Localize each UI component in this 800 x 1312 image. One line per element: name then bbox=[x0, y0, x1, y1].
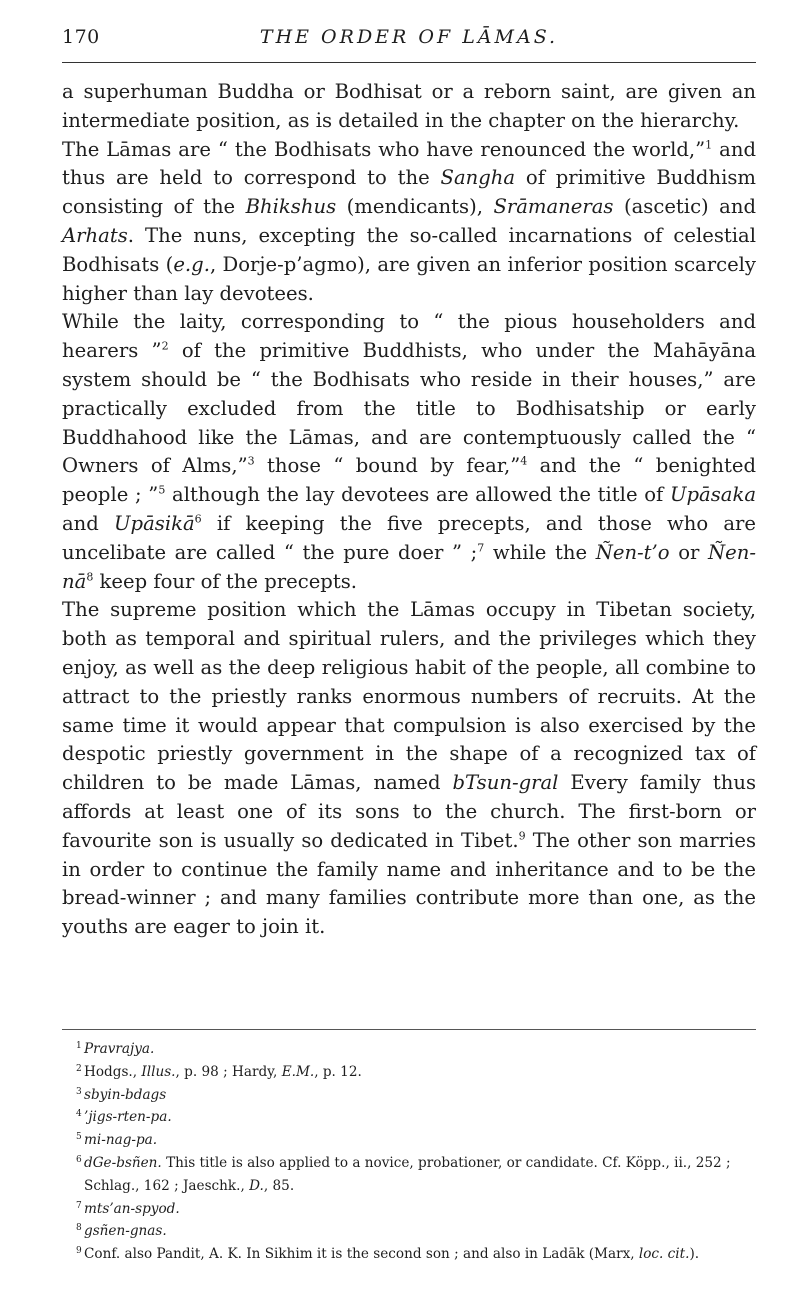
footnote-text: gsñen-gnas. bbox=[84, 1223, 167, 1240]
footnote-1 bbox=[62, 1038, 756, 1061]
footnote-text: This title is also applied to a novice, probationer, or candidate. Cf. Köpp., ii., 252 ; Schlag., 162 ; Jaeschk., bbox=[84, 1154, 731, 1194]
footnote-rule bbox=[62, 1029, 756, 1030]
body-text bbox=[62, 78, 756, 942]
footnote-ref-9[interactable]: 9 bbox=[518, 829, 526, 843]
footnote-mark: 9 bbox=[76, 1246, 82, 1257]
footnote-mark: 5 bbox=[76, 1132, 82, 1143]
footnote-text: ). bbox=[689, 1246, 700, 1263]
footnote-text: Hodgs., bbox=[84, 1063, 142, 1080]
footnote-text: Illus. bbox=[141, 1063, 176, 1080]
paragraph-1: a superhuman Buddha or Bodhisat or a reborn saint, are given an intermediate position, as is detailed in the chapter on the hierarchy. bbox=[62, 80, 756, 132]
footnote-mark: 8 bbox=[76, 1223, 82, 1234]
footnote-text: loc. cit. bbox=[638, 1246, 690, 1263]
footnote-mark: 4 bbox=[76, 1109, 82, 1120]
footnote-text: , p. 98 ; Hardy, bbox=[175, 1063, 282, 1080]
footnote-ref-6[interactable]: 6 bbox=[194, 512, 202, 526]
footnote-6 bbox=[62, 1152, 756, 1198]
running-title: THE ORDER OF LĀMAS. bbox=[259, 26, 559, 48]
footnote-2 bbox=[62, 1061, 756, 1084]
footnote-4 bbox=[62, 1106, 756, 1129]
footnote-text: Pravrajya. bbox=[84, 1041, 155, 1057]
footnote-ref-3[interactable]: 3 bbox=[247, 454, 255, 468]
paragraph-2: The Lāmas are “ the Bodhisats who have renounced the world,”$^1$ and thus are held to correspond to the Sangha of primitive Buddhism consisting of the Bhikshus (mendicants), Srāmaneras (ascetic) and Arhats. The nuns, excepting the so-called incarnations of celestial Bodhisats (e.g., Dorje-p’agmo), are given an inferior position scarcely higher than lay devotees. bbox=[62, 137, 757, 305]
footnote-ref-1[interactable]: 1 bbox=[705, 138, 713, 152]
header-rule bbox=[62, 62, 756, 63]
footnote-ref-4[interactable]: 4 bbox=[520, 454, 528, 468]
footnote-text: , 85. bbox=[263, 1177, 295, 1194]
footnote-mark: 3 bbox=[76, 1086, 82, 1097]
footnote-text: , p. 12. bbox=[314, 1063, 362, 1080]
footnote-9 bbox=[62, 1243, 756, 1266]
footnote-text: Conf. also Pandit, A. K. In Sikhim it is the second son ; and also in Ladāk (Marx, bbox=[84, 1246, 639, 1263]
footnote-3 bbox=[62, 1084, 756, 1107]
page-header bbox=[62, 26, 756, 56]
footnote-ref-5[interactable]: 5 bbox=[158, 483, 166, 497]
footnote-ref-2[interactable]: 2 bbox=[161, 339, 169, 353]
footnote-mark: 7 bbox=[76, 1200, 82, 1211]
footnote-mark: 2 bbox=[76, 1063, 82, 1074]
footnote-text: dGe-bsñen. bbox=[84, 1154, 162, 1171]
footnotes bbox=[62, 1038, 756, 1266]
footnote-8 bbox=[62, 1220, 756, 1243]
footnote-text: E.M. bbox=[281, 1063, 315, 1080]
footnote-text: mi-nag-pa. bbox=[84, 1132, 158, 1149]
footnote-ref-7[interactable]: 7 bbox=[477, 541, 485, 555]
footnote-text: D. bbox=[249, 1177, 264, 1194]
footnote-ref-8[interactable]: 8 bbox=[86, 570, 94, 584]
footnote-5 bbox=[62, 1129, 756, 1152]
footnote-text: ’jigs-rten-pa. bbox=[84, 1109, 172, 1126]
page-number: 170 bbox=[62, 26, 100, 48]
footnote-text: mts’an-spyod. bbox=[84, 1200, 180, 1217]
footnote-mark: 6 bbox=[76, 1154, 82, 1165]
footnote-7 bbox=[62, 1198, 756, 1221]
footnote-text: sbyin-bdags bbox=[84, 1086, 167, 1103]
paragraph-3: While the laity, corresponding to “ the pious householders and hearers ”$^2$ of the primitive Buddhists, who under the Mahāyāna system should be “ the Bodhisats who reside in their houses,” are practically excluded from the title to Bodhisatship or early Buddhahood like the Lāmas, and are contemptuously called the “ Owners of Alms,”$^3$ those “ bound by fear,”$^4$ and the “ benighted people ; ”$^5$ although the lay devotees are allowed the title of Upāsaka and Upāsikā$^6$ if keeping the five precepts, and those who are uncelibate are called “ the pure doer ” ;$^7$ while the Ñen-t’o or Ñen-nā$^8$ keep four of the precepts. bbox=[62, 310, 757, 593]
paragraph-4: The supreme position which the Lāmas occupy in Tibetan society, both as temporal and spiritual rulers, and the privileges which they enjoy, as well as the deep religious habit of the people, all combine to attract to the priestly ranks enormous numbers of recruits. At the same time it would appear that compulsion is also exercised by the despotic priestly government in the shape of a recognized tax of children to be made Lāmas, named bTsun-gral Every family thus affords at least one of its sons to the church. The first-born or favourite son is usually so dedicated in Tibet.$^9$ The other son marries in order to continue the family name and inheritance and to be the bread-winner ; and many families contribute more than one, as the youths are eager to join it. bbox=[62, 598, 756, 939]
footnote-mark: 1 bbox=[76, 1041, 82, 1051]
